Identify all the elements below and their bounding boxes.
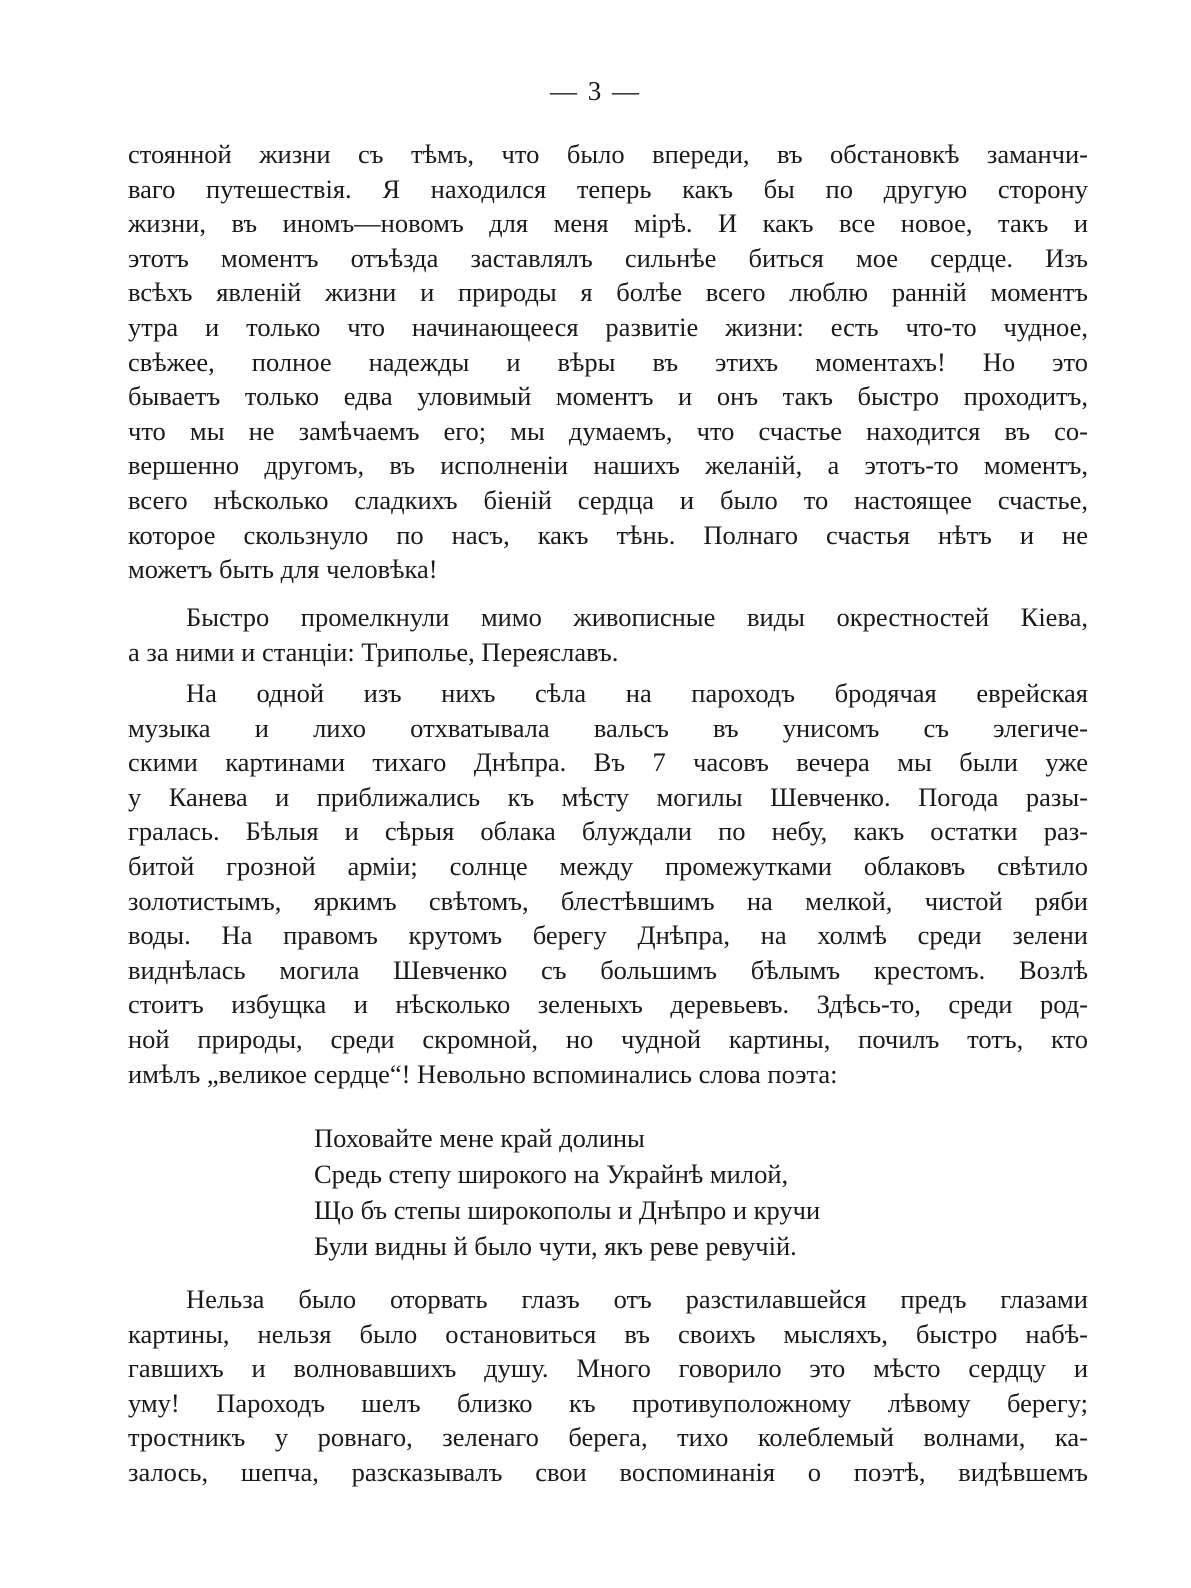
text-line: которое скользнуло по насъ, какъ тѣнь. Полнаго счастья нѣтъ и не: [128, 519, 1088, 550]
poem-line: Поховайте мене край долины: [314, 1123, 645, 1153]
text-line: что мы не замѣчаемъ его; мы думаемъ, что счастье находится въ со-: [128, 415, 1088, 446]
text-line: гавшихъ и волновавшихъ душу. Много говорило это мѣсто сердцу и: [128, 1353, 1088, 1384]
text-line: музыка и лихо отхватывала вальсъ въ унисомъ съ элегиче-: [128, 712, 1088, 743]
text-line: Нельза было оторвать глазъ отъ разстилавшейся предъ глазами: [186, 1284, 1088, 1314]
paragraph-4: [128, 1282, 1088, 1490]
text-line: картины, нельзя было остановиться въ своихъ мысляхъ, быстро набѣ-: [128, 1318, 1088, 1349]
text-line: можетъ быть для человѣка!: [128, 554, 438, 585]
text-line: свѣжее, полное надежды и вѣры въ этихъ моментахъ! Но это: [128, 346, 1088, 377]
text-line: у Канева и приближались къ мѣсту могилы Шевченко. Погода разы-: [128, 781, 1088, 812]
text-line: стоянной жизни съ тѣмъ, что было впереди, въ обстановкѣ заманчи-: [128, 139, 1088, 169]
page-number: — 3 —: [550, 76, 641, 106]
text-line: бываетъ только едва уловимый моментъ и онъ такъ быстро проходитъ,: [128, 381, 1088, 412]
text-line: имѣлъ „великое сердце“! Невольно вспоминались слова поэта:: [128, 1058, 838, 1089]
text-line: залось, шепча, разсказывалъ свои воспоминанія о поэтѣ, видѣвшемъ: [128, 1456, 1088, 1487]
text-line: стоитъ избущка и нѣсколько зеленыхъ деревьевъ. Здѣсь-то, среди род-: [128, 989, 1088, 1020]
text-line: утра и только что начинающееся развитіе жизни: есть что-то чудное,: [128, 311, 1088, 342]
paragraph-3: [128, 676, 1088, 1091]
text-line: тростникъ у ровнаго, зеленаго берега, тихо колеблемый волнами, ка-: [128, 1422, 1088, 1453]
text-line: На одной изъ нихъ сѣла на пароходъ бродячая еврейская: [186, 678, 1088, 708]
text-line: ной природы, среди скромной, но чудной картины, почилъ тотъ, кто: [128, 1023, 1088, 1054]
paragraph-2: [128, 600, 1088, 669]
text-line: гралась. Бѣлыя и сѣрыя облака блуждали по небу, какъ остатки раз-: [128, 816, 1088, 847]
text-line: виднѣлась могила Шевченко съ большимъ бѣлымъ крестомъ. Возлѣ: [128, 954, 1088, 985]
text-line: скими картинами тихаго Днѣпра. Въ 7 часовъ вечера мы были уже: [128, 747, 1088, 778]
text-line: Быстро промелкнули мимо живописные виды окрестностей Кіева,: [186, 602, 1088, 632]
paragraph-1: [128, 137, 1088, 587]
text-line: всѣхъ явленій жизни и природы я болѣе всего люблю ранній моментъ: [128, 277, 1088, 308]
text-line: а за ними и станціи: Триполье, Переяславъ.: [128, 636, 619, 667]
text-line: этотъ моментъ отъѣзда заставлялъ сильнѣе биться мое сердце. Изъ: [128, 242, 1088, 273]
text-line: ваго путешествія. Я находился теперь какъ бы по другую сторону: [128, 173, 1088, 204]
poem-line: Були видны й было чути, якъ реве ревучій.: [314, 1231, 797, 1261]
text-line: битой грозной арміи; солнце между промежутками облаковъ свѣтило: [128, 850, 1088, 881]
text-line: золотистымъ, яркимъ свѣтомъ, блестѣвшимъ на мелкой, чистой ряби: [128, 885, 1088, 916]
poem-line: Що бъ степы широкополы и Днѣпро и кручи: [314, 1195, 821, 1225]
text-line: воды. На правомъ крутомъ берегу Днѣпра, на холмѣ среди зелени: [128, 920, 1088, 951]
text-line: всего нѣсколько сладкихъ біеній сердца и было то настоящее счастье,: [128, 484, 1088, 515]
text-line: вершенно другомъ, въ исполненіи нашихъ желаній, а этотъ-то моментъ,: [128, 450, 1088, 481]
poem-quote: [314, 1120, 1014, 1264]
text-line: жизни, въ иномъ—новомъ для меня мірѣ. И какъ все новое, такъ и: [128, 208, 1088, 239]
text-line: уму! Пароходъ шелъ близко къ противуположному лѣвому берегу;: [128, 1387, 1088, 1418]
poem-line: Средь степу широкого на Украйнѣ милой,: [314, 1159, 789, 1189]
